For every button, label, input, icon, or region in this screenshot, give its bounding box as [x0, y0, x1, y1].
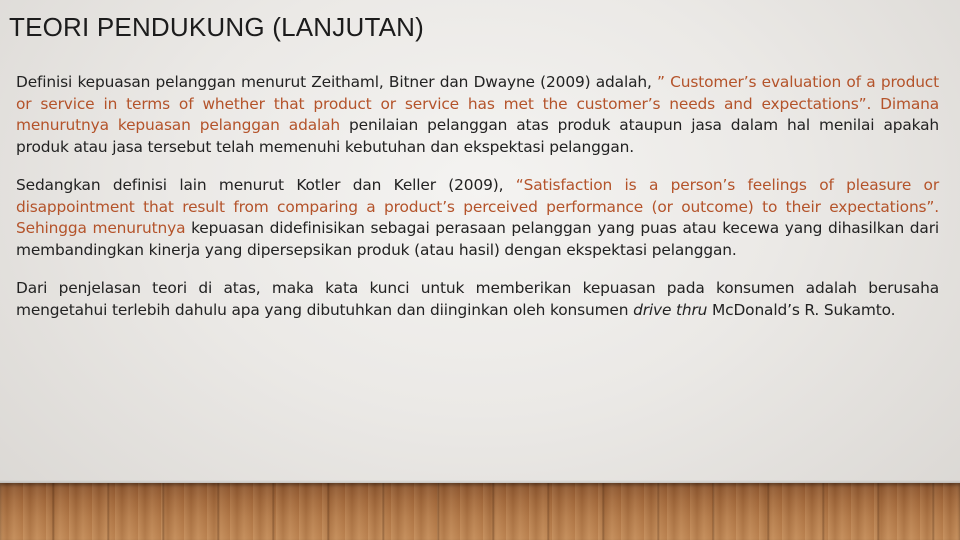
paragraph3-text: Dari penjelasan teori di atas, maka kata kunci untuk memberikan kepuasan pada konsumen adalah berusaha mengetahui terlebih dahulu apa yang dibutuhkan dan diinginkan oleh konsumen: [16, 279, 939, 319]
paragraph1-quote: ” Customer’s evaluation of a product or service in terms of whether that product or service has met the customer’s needs and expectations”. Dimana menurutnya kepuasan pelanggan adalah: [16, 73, 939, 134]
paragraph-conclusion: [16, 278, 939, 321]
paragraph2-explanation: kepuasan didefinisikan sebagai perasaan pelanggan yang puas atau kecewa yang dihasilkan dari membandingkan kinerja yang dipersepsikan produk (atau hasil) dengan ekspektasi pelanggan.: [16, 219, 939, 259]
slide-title: TEORI PENDUKUNG (LANJUTAN): [9, 12, 424, 42]
wooden-floor-decoration: [0, 483, 960, 540]
paragraph3-italic-term: drive thru: [633, 300, 708, 319]
paragraph1-explanation: penilaian pelanggan atas produk ataupun jasa dalam hal menilai apakah produk atau jasa tersebut telah memenuhi kebutuhan dan ekspektasi pelanggan.: [16, 116, 939, 156]
paragraph1-intro: Definisi kepuasan pelanggan menurut Zeithaml, Bitner dan Dwayne (2009) adalah,: [16, 73, 658, 91]
paragraph3-ending: McDonald’s R. Sukamto.: [707, 300, 896, 319]
paragraph2-quote: “Satisfaction is a person’s feelings of pleasure or disappointment that result from comparing a product’s perceived performance (or outcome) to their expectations”. Sehingga menurutnya: [16, 176, 940, 237]
paragraph2-intro: Sedangkan definisi lain menurut Kotler dan Keller (2009),: [16, 176, 516, 194]
paragraph-kotler-definition: [16, 175, 939, 261]
paragraph-zeithaml-definition: [16, 72, 939, 158]
slide-content: [16, 72, 939, 338]
